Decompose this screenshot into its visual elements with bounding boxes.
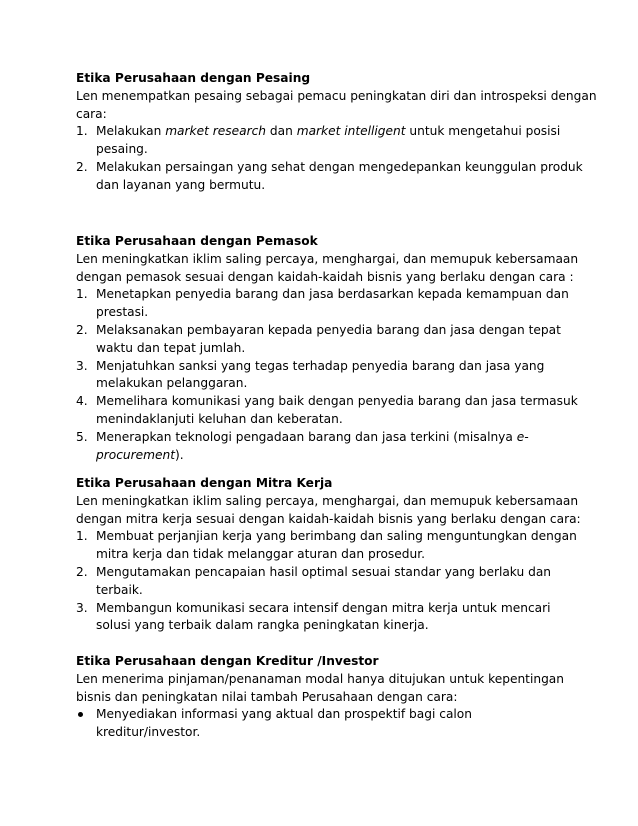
section-pesaing bbox=[76, 70, 597, 195]
section-heading: Etika Perusahaan dengan Mitra Kerja bbox=[76, 476, 333, 490]
item-line: waktu dan tepat jumlah. bbox=[96, 340, 246, 355]
bullet-list bbox=[76, 706, 576, 742]
list-number: 3. bbox=[76, 600, 88, 615]
item-line: Menyediakan informasi yang aktual dan prospektif bagi calon bbox=[96, 707, 472, 722]
section-heading: Etika Perusahaan dengan Pesaing bbox=[76, 71, 311, 85]
item-line: melakukan pelanggaran. bbox=[96, 376, 248, 391]
list-item bbox=[76, 322, 576, 358]
section-heading: Etika Perusahaan dengan Pemasok bbox=[76, 234, 318, 248]
item-text-italic: market intelligent bbox=[296, 124, 406, 139]
item-line: menindaklanjuti keluhan dan keberatan. bbox=[96, 411, 343, 426]
item-line: prestasi. bbox=[96, 305, 149, 320]
numbered-list bbox=[76, 123, 583, 194]
item-line: pesaing. bbox=[96, 142, 148, 157]
list-number: 1. bbox=[76, 124, 88, 139]
item-text-italic: procurement bbox=[96, 447, 176, 462]
item-text-segment: ). bbox=[175, 447, 184, 462]
list-number: 2. bbox=[76, 564, 88, 579]
intro-line: Len meningkatkan iklim saling percaya, menghargai, dan memupuk kebersamaan bbox=[76, 493, 579, 508]
item-line: dan layanan yang bermutu. bbox=[96, 177, 266, 192]
intro-line: Len menempatkan pesaing sebagai pemacu peningkatan diri dan introspeksi dengan bbox=[76, 88, 597, 103]
section-intro bbox=[76, 671, 576, 707]
section-intro bbox=[76, 88, 597, 124]
item-text-segment: dan bbox=[266, 124, 297, 139]
item-line: Melaksanakan pembayaran kepada penyedia barang dan jasa dengan tepat bbox=[96, 322, 561, 337]
item-line bbox=[96, 123, 576, 141]
section-intro bbox=[76, 493, 581, 529]
list-number: 5. bbox=[76, 429, 88, 444]
intro-line: cara: bbox=[76, 106, 107, 121]
numbered-list bbox=[76, 286, 576, 464]
list-number: 2. bbox=[76, 159, 88, 174]
item-text-italic: market research bbox=[165, 124, 267, 139]
intro-line: dengan pemasok sesuai dengan kaidah-kaidah bisnis yang berlaku dengan cara : bbox=[76, 269, 574, 284]
intro-line: Len menerima pinjaman/penanaman modal hanya ditujukan untuk kepentingan bbox=[76, 671, 564, 686]
item-line: mitra kerja dan tidak melanggar aturan dan prosedur. bbox=[96, 547, 425, 562]
item-text-segment: Melakukan bbox=[96, 124, 166, 139]
item-line: Mengutamakan pencapaian hasil optimal sesuai standar yang berlaku dan bbox=[96, 564, 552, 579]
item-line: solusi yang terbaik dalam rangka peningkatan kinerja. bbox=[96, 618, 429, 633]
numbered-list bbox=[76, 528, 576, 635]
item-line bbox=[96, 429, 576, 447]
item-line: terbaik. bbox=[96, 582, 143, 597]
list-item bbox=[76, 159, 583, 195]
section-intro bbox=[76, 251, 579, 287]
item-line: Membuat perjanjian kerja yang berimbang dan saling menguntungkan dengan bbox=[96, 529, 577, 544]
list-item bbox=[76, 528, 576, 564]
intro-line: bisnis dan peningkatan nilai tambah Perusahaan dengan cara: bbox=[76, 689, 458, 704]
section-kreditur-investor bbox=[76, 653, 576, 742]
item-line: kreditur/investor. bbox=[96, 725, 201, 740]
list-item bbox=[76, 393, 576, 429]
list-item bbox=[76, 600, 576, 636]
item-text-segment: untuk mengetahui posisi bbox=[405, 124, 561, 139]
item-text-italic: e- bbox=[516, 429, 529, 444]
item-line: Melakukan persaingan yang sehat dengan mengedepankan keunggulan produk bbox=[96, 159, 583, 174]
item-line: Menjatuhkan sanksi yang tegas terhadap penyedia barang dan jasa yang bbox=[96, 358, 545, 373]
bullet-icon bbox=[78, 712, 83, 717]
list-item bbox=[76, 564, 576, 600]
item-line: Memelihara komunikasi yang baik dengan penyedia barang dan jasa termasuk bbox=[96, 394, 578, 409]
item-line: Membangun komunikasi secara intensif dengan mitra kerja untuk mencari bbox=[96, 600, 551, 615]
list-item bbox=[76, 358, 576, 394]
list-number: 3. bbox=[76, 358, 88, 373]
section-pemasok bbox=[76, 233, 579, 464]
item-line: Menetapkan penyedia barang dan jasa berdasarkan kepada kemampuan dan bbox=[96, 287, 569, 302]
section-mitra-kerja bbox=[76, 475, 581, 635]
list-item bbox=[76, 429, 576, 465]
list-number: 1. bbox=[76, 287, 88, 302]
list-item bbox=[76, 286, 576, 322]
section-heading: Etika Perusahaan dengan Kreditur /Investor bbox=[76, 654, 379, 668]
list-number: 4. bbox=[76, 394, 88, 409]
list-number: 1. bbox=[76, 529, 88, 544]
intro-line: dengan mitra kerja sesuai dengan kaidah-kaidah bisnis yang berlaku dengan cara: bbox=[76, 511, 581, 526]
item-text-segment: Menerapkan teknologi pengadaan barang dan jasa terkini (misalnya bbox=[96, 429, 517, 444]
list-item bbox=[76, 123, 576, 159]
list-number: 2. bbox=[76, 322, 88, 337]
list-item bbox=[76, 706, 576, 742]
intro-line: Len meningkatkan iklim saling percaya, menghargai, dan memupuk kebersamaan bbox=[76, 251, 579, 266]
item-line bbox=[96, 447, 576, 465]
